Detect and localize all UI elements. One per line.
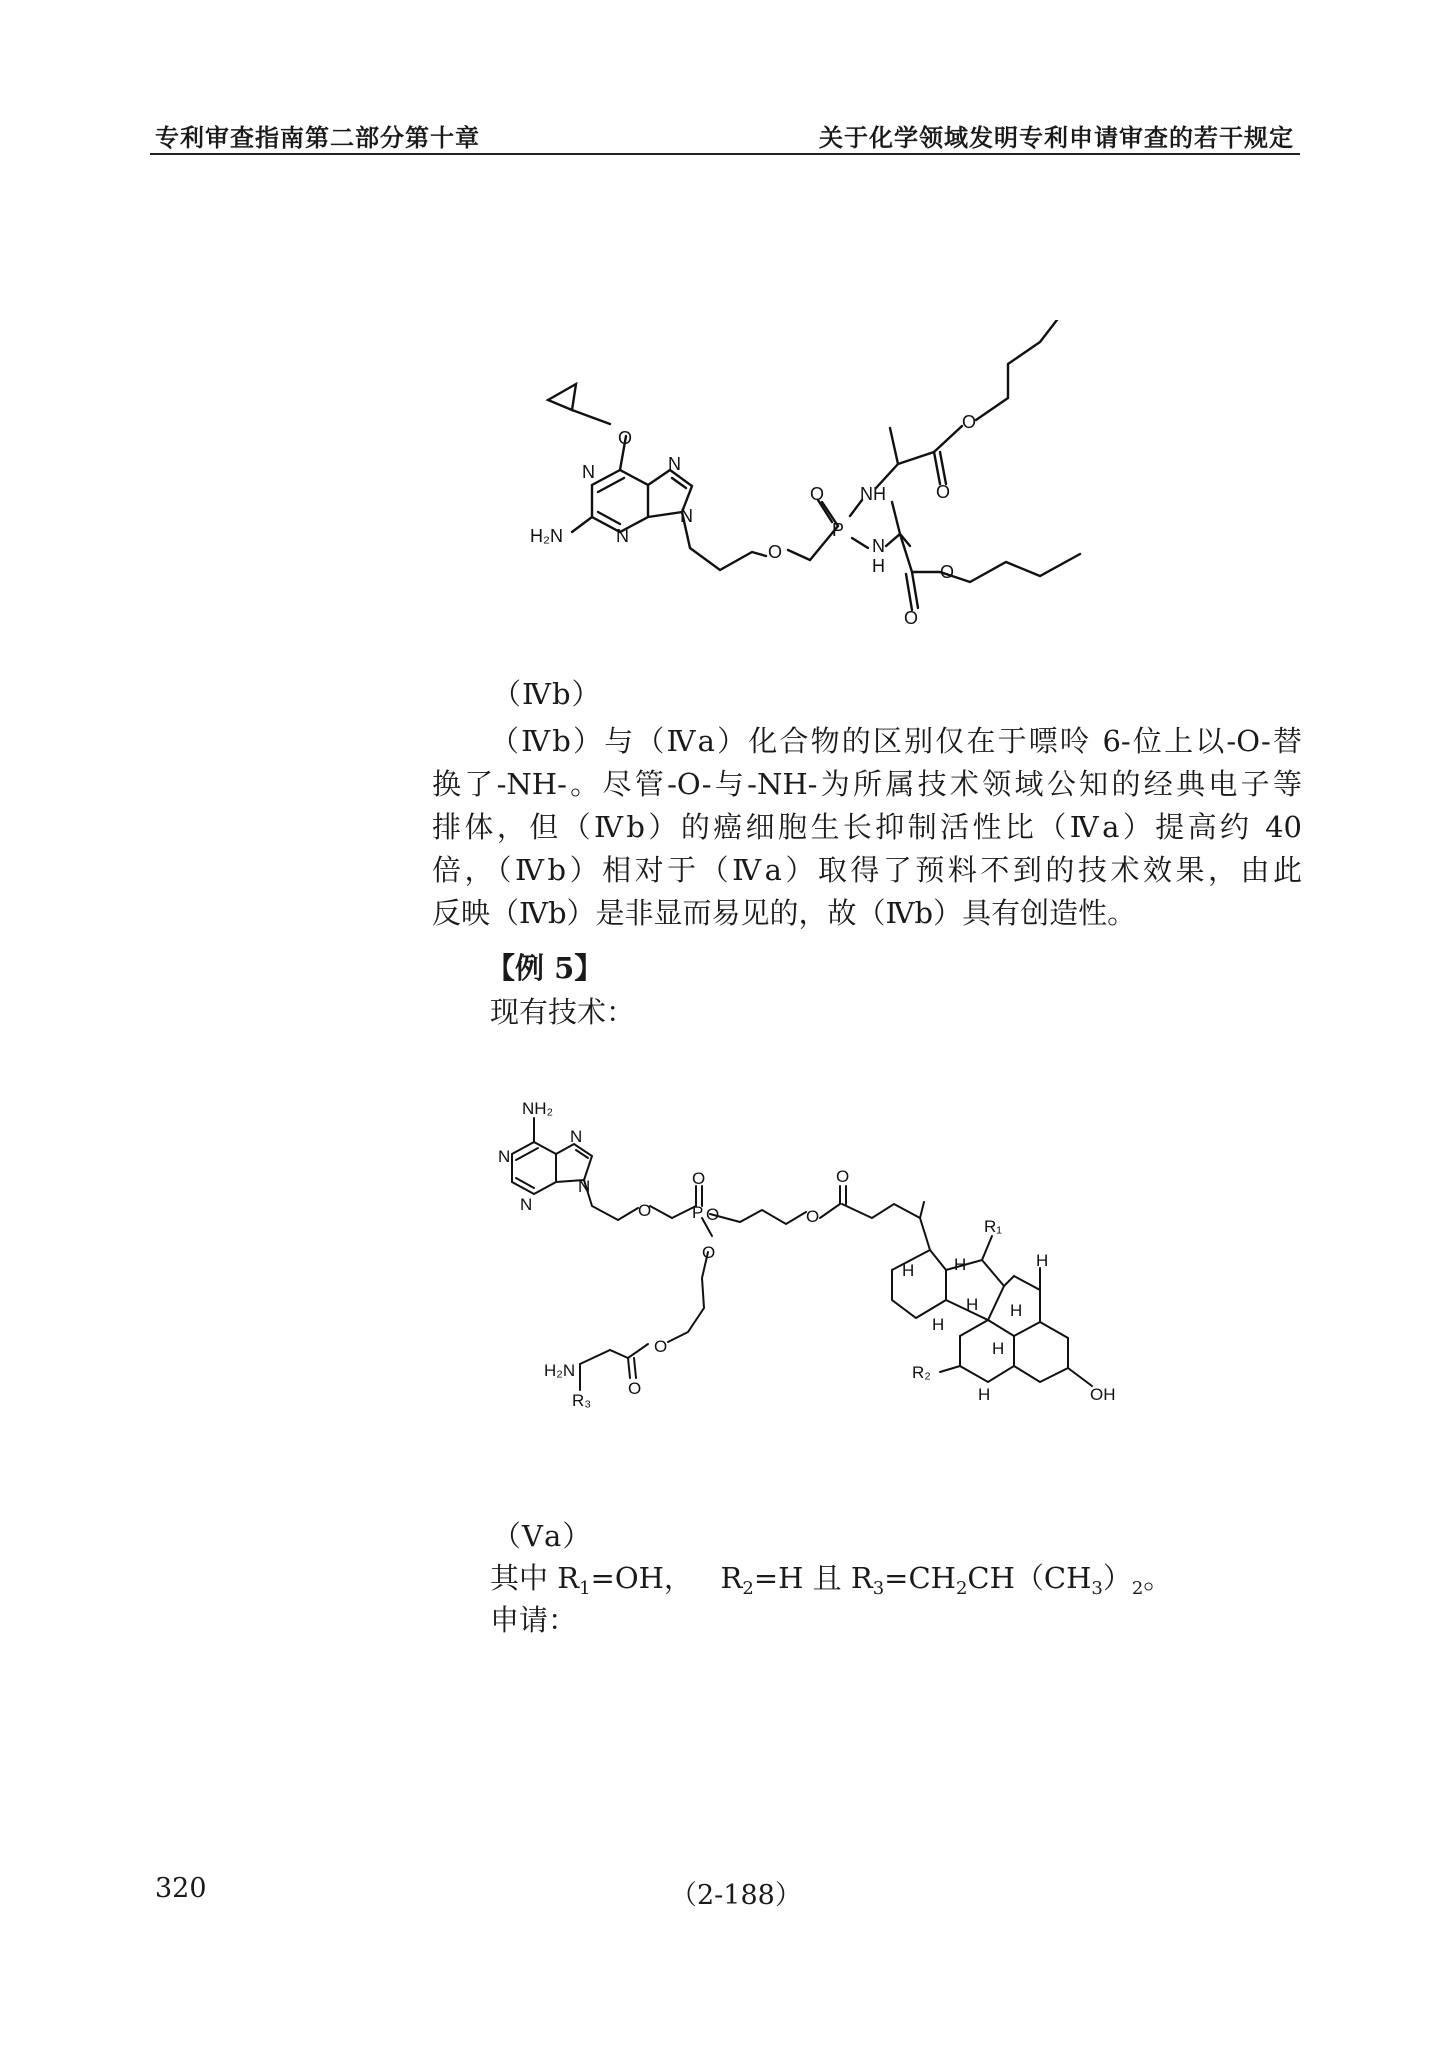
substituent-condition: 其中 $R_1=OH$， $R_2=H$ 且 $R_3=CH_2CH(CH_3)_2$。 xyxy=(490,1561,1173,1599)
header-left-title: 专利审查指南第二部分第十章 xyxy=(155,123,480,152)
ivb-atom-p: P xyxy=(832,520,845,540)
structure-ivb xyxy=(520,320,1100,650)
va-atom-o-d: O xyxy=(806,1207,820,1226)
paragraph-line: 反映（Ⅳb）是非显而易见的，故（Ⅳb）具有创造性。 xyxy=(432,896,1137,930)
va-atom-h2: H xyxy=(954,1255,967,1274)
paragraph-line: 换了-NH-。尽管-O-与-NH-为所属技术领域公知的经典电子等 xyxy=(432,767,1302,801)
ivb-atom-o1: O xyxy=(618,428,633,448)
section-page: （2-188） xyxy=(670,1880,802,1911)
paragraph-line: （Ⅳb）与（Ⅳa）化合物的区别仅在于嘌呤 6-位上以-O-替 xyxy=(490,724,1302,758)
va-atom-n3: N xyxy=(570,1127,583,1146)
va-atom-h6: H xyxy=(1010,1301,1023,1320)
structure-va xyxy=(480,1090,1140,1460)
va-atom-h8: H xyxy=(1036,1251,1049,1270)
va-atom-o-f: O xyxy=(654,1337,668,1356)
ivb-atom-o4: O xyxy=(936,482,951,502)
va-atom-h1: H xyxy=(902,1261,915,1280)
va-atom-n4: N xyxy=(578,1177,591,1196)
application-label: 申请： xyxy=(490,1603,578,1637)
va-atom-h4: H xyxy=(932,1315,945,1334)
ivb-atom-nh2: H₂N xyxy=(530,526,563,546)
va-atom-r1: R₁ xyxy=(984,1217,1003,1236)
page-number: 320 xyxy=(155,1873,207,1904)
va-atom-o-p: O xyxy=(692,1169,706,1188)
va-atom-n2: N xyxy=(520,1195,533,1214)
va-atom-o-g: O xyxy=(628,1379,642,1398)
va-atom-o-e: O xyxy=(836,1167,850,1186)
ivb-atom-n2: N xyxy=(616,526,629,546)
ivb-atom-o3: O xyxy=(810,484,825,504)
ivb-atom-n-lower: N xyxy=(872,536,885,556)
ivb-atom-n1: N xyxy=(582,462,595,482)
va-atom-n1: N xyxy=(498,1147,511,1166)
va-atom-r2: R₂ xyxy=(912,1363,931,1382)
va-atom-o-b: O xyxy=(706,1205,720,1224)
header-right-title: 关于化学领域发明专利申请审查的若干规定 xyxy=(819,123,1294,152)
prior-art-label: 现有技术： xyxy=(490,995,636,1029)
ivb-atom-nh-upper: NH xyxy=(860,484,886,504)
paragraph-line: 倍，（Ⅳb）相对于（Ⅳa）取得了预料不到的技术效果，由此 xyxy=(432,853,1302,887)
caption-va: （Ⅴa） xyxy=(492,1519,593,1553)
example-heading: 【例 5】 xyxy=(486,951,604,985)
va-atom-o-c: O xyxy=(702,1243,716,1262)
ivb-atom-n3: N xyxy=(668,454,681,474)
ivb-atom-o7: O xyxy=(940,562,955,582)
va-atom-h5: H xyxy=(992,1339,1005,1358)
va-atom-r3: R₃ xyxy=(572,1391,592,1410)
ivb-atom-o5: O xyxy=(962,412,977,432)
va-atom-oh: OH xyxy=(1090,1385,1116,1404)
va-atom-h2n: H₂N xyxy=(544,1361,576,1380)
va-atom-h7: H xyxy=(978,1385,991,1404)
ivb-atom-o6: O xyxy=(904,608,919,628)
ivb-atom-o2: O xyxy=(768,542,783,562)
va-atom-o-a: O xyxy=(638,1201,652,1220)
ivb-atom-h-lower: H xyxy=(872,556,885,576)
body-paragraph xyxy=(432,720,1302,935)
caption-ivb: （Ⅳb） xyxy=(492,677,602,711)
paragraph-line: 排体，但（Ⅳb）的癌细胞生长抑制活性比（Ⅳa）提高约 40 xyxy=(432,810,1302,844)
va-atom-h3: H xyxy=(966,1295,979,1314)
va-atom-nh2: NH₂ xyxy=(522,1099,554,1118)
ivb-atom-n4: N xyxy=(680,506,693,526)
header-rule xyxy=(150,153,1300,155)
va-atom-p: P xyxy=(692,1203,704,1222)
